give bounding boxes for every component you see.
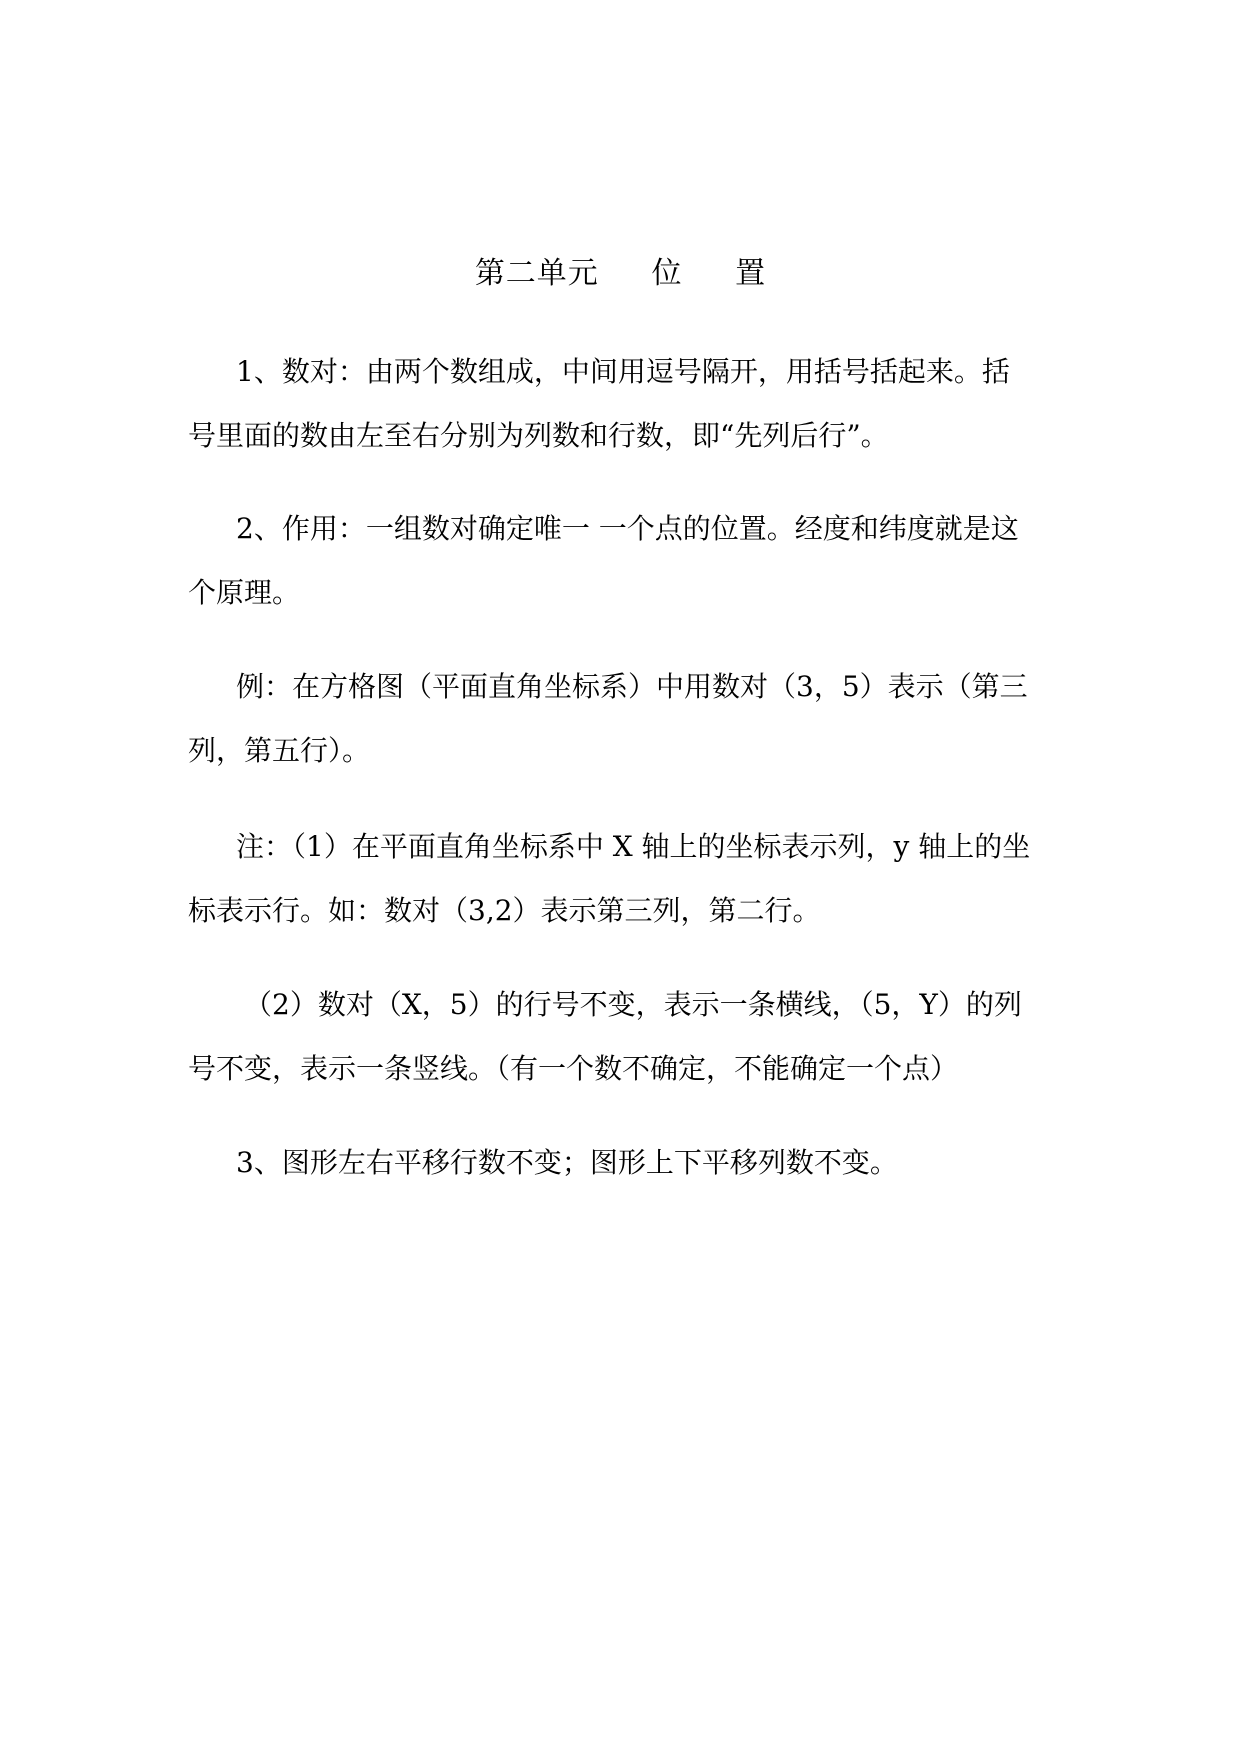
paragraph-line: 1、数对：由两个数组成，中间用逗号隔开，用括号括起来。括 — [236, 355, 1010, 388]
paragraph-line: 例：在方格图（平面直角坐标系）中用数对（3，5）表示（第三 — [236, 670, 1028, 703]
page-title: 第二单元 位 置 — [474, 256, 767, 291]
paragraph-line: 列，第五行）。 — [188, 734, 371, 767]
paragraph-line: 标表示行。如：数对（3,2）表示第三列，第二行。 — [188, 894, 821, 927]
paragraph-line: 3、图形左右平移行数不变；图形上下平移列数不变。 — [236, 1146, 898, 1179]
paragraph-line: 2、作用：一组数对确定唯一 一个点的位置。经度和纬度就是这 — [236, 512, 1019, 545]
paragraph-note-1 — [188, 815, 1058, 943]
paragraph-number-pair — [188, 340, 1058, 468]
paragraph-line: （2）数对（X，5）的行号不变，表示一条横线，（5，Y）的列 — [244, 988, 1022, 1021]
paragraph-line: 注：（1）在平面直角坐标系中 X 轴上的坐标表示列，y 轴上的坐 — [236, 830, 1031, 863]
paragraph-function — [188, 497, 1058, 625]
paragraph-note-2 — [188, 973, 1058, 1101]
paragraph-line: 个原理。 — [188, 576, 301, 609]
paragraph-line: 号里面的数由左至右分别为列数和行数，即“先列后行”。 — [188, 419, 889, 452]
paragraph-line: 号不变，表示一条竖线。（有一个数不确定，不能确定一个点） — [188, 1052, 959, 1085]
paragraph-translation — [188, 1131, 1058, 1195]
paragraph-example — [188, 655, 1058, 783]
